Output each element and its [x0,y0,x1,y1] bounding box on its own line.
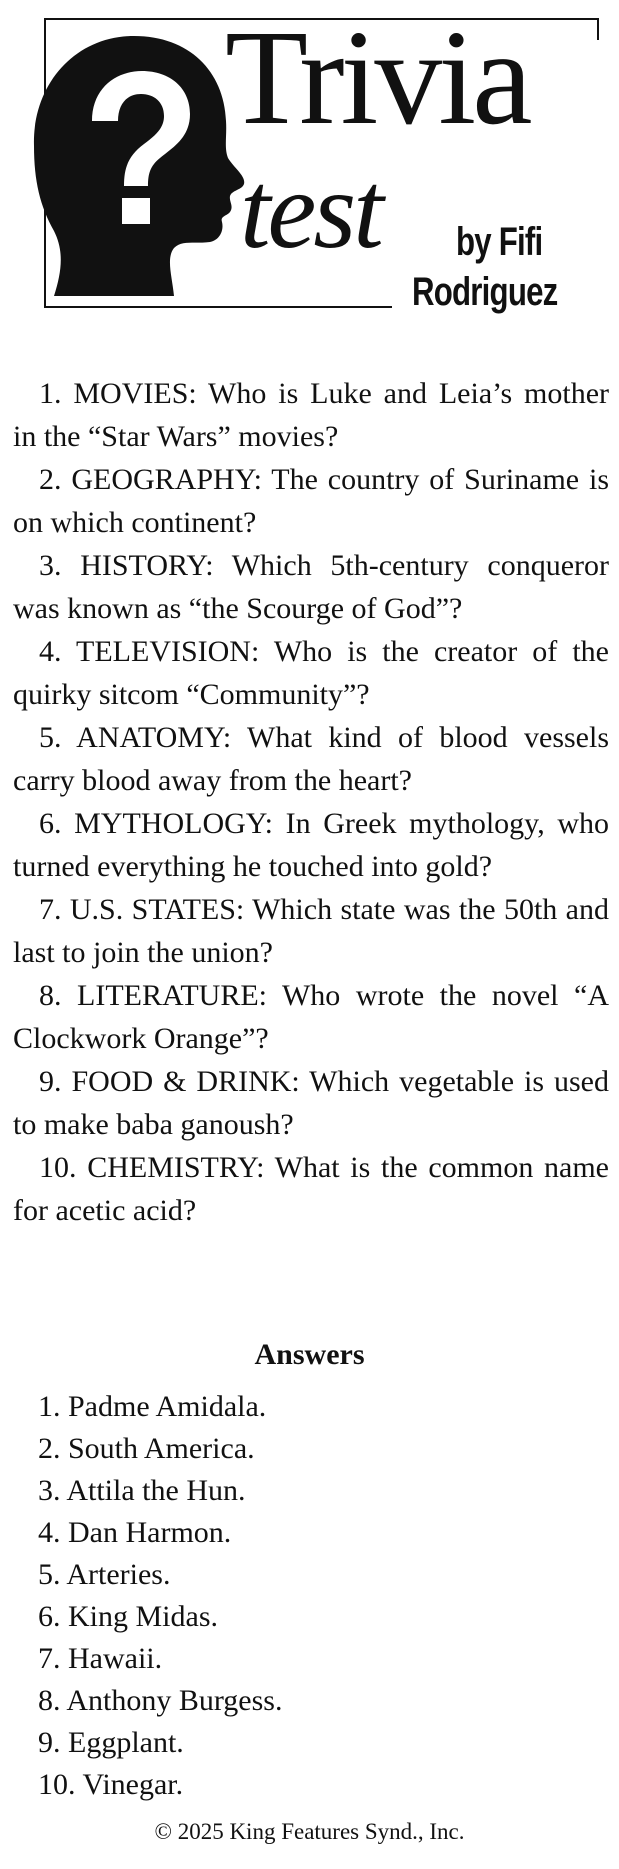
masthead [0,0,619,330]
question-item: 6. MYTHOLOGY: In Greek mythology, who turned everything he touched into gold? [13,807,609,883]
question-item: 2. GEOGRAPHY: The country of Suriname is on which continent? [13,463,609,539]
frame-right-rule [597,18,599,40]
copyright-footer: © 2025 King Features Synd., Inc. [154,1819,465,1844]
byline-author: Rodriguez [412,270,558,314]
question-item: 9. FOOD & DRINK: Which vegetable is used to make baba ganoush? [13,1065,609,1141]
answer-item: 3. Attila the Hun. [38,1474,246,1507]
answer-item: 9. Eggplant. [38,1726,184,1759]
answers-list [38,1386,282,1806]
questions-list [13,372,609,1232]
answer-item: 10. Vinegar. [38,1768,184,1801]
answer-item: 6. King Midas. [38,1600,218,1633]
answer-item: 5. Arteries. [38,1558,171,1591]
answer-item: 2. South America. [38,1432,255,1465]
title-trivia: Trivia [225,3,529,153]
answer-item: 8. Anthony Burgess. [38,1684,283,1717]
question-item: 5. ANATOMY: What kind of blood vessels carry blood away from the heart? [13,721,609,797]
answers-heading: Answers [254,1338,365,1371]
answer-item: 1. Padme Amidala. [38,1390,267,1423]
frame-bottom-rule [44,306,392,308]
title-test: test [240,149,381,271]
question-item: 1. MOVIES: Who is Luke and Leia’s mother in the “Star Wars” movies? [13,377,609,453]
question-head-silhouette-icon [14,26,254,296]
question-item: 10. CHEMISTRY: What is the common name for acetic acid? [13,1151,609,1227]
question-item: 7. U.S. STATES: Which state was the 50th and last to join the union? [13,893,609,969]
question-item: 8. LITERATURE: Who wrote the novel “A Clockwork Orange”? [13,979,609,1055]
question-item: 4. TELEVISION: Who is the creator of the quirky sitcom “Community”? [13,635,609,711]
answer-item: 7. Hawaii. [38,1642,163,1675]
byline-prefix: by Fifi [456,220,543,264]
question-item: 3. HISTORY: Which 5th-century conqueror was known as “the Scourge of God”? [13,549,609,625]
answer-item: 4. Dan Harmon. [38,1516,232,1549]
